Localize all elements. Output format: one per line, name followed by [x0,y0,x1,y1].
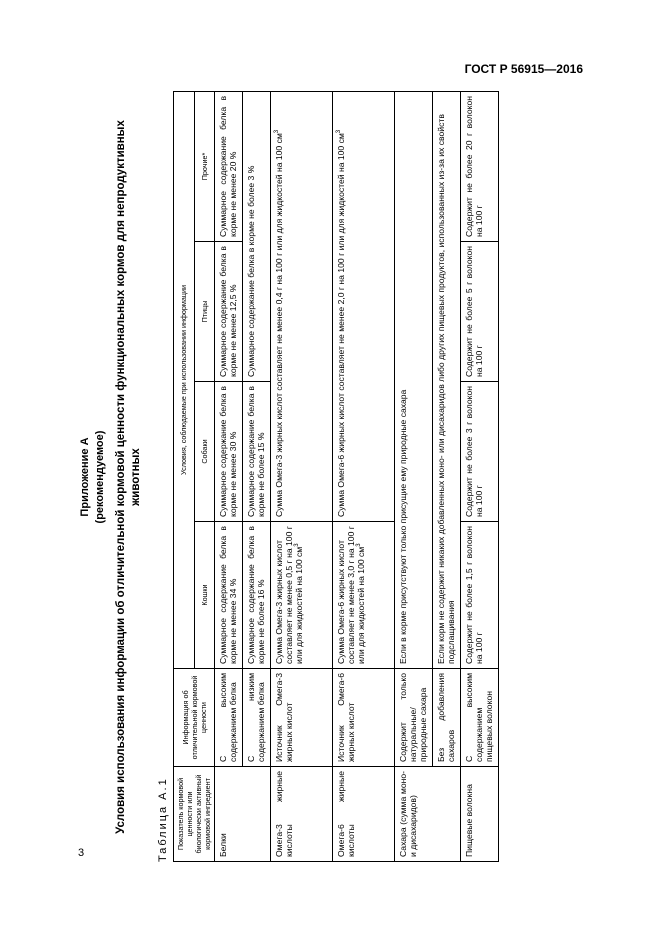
table-row [432,91,460,861]
cell-protein-high-cats: Суммарное содержание белка в корме не менее 34 % [215,522,243,669]
omega6-others-sup: 3 [335,129,342,134]
info-omega6: Источник Омега-6 жирных кислот [332,669,394,767]
cell-protein-low-cats: Суммарное содержание белка в корме не более 16 % [242,522,270,669]
appendix-title: Приложение А [79,437,91,517]
col-header-conditions: Условия, соблюдаемые при использовании информации [174,91,195,668]
indicator-omega6: Омега-6 жирные кислоты [332,767,394,862]
cell-omega6-cats [332,522,394,669]
cell-protein-low-birds-other: Суммарное содержание белка в корме не более 3 % [242,91,270,381]
cell-sugar-natural: Если в корме присутствуют только присущие ему природные сахара [394,91,432,668]
cell-omega3-others [270,91,332,521]
indicator-omega3: Омега-3 жирные кислоты [270,767,332,862]
cell-fiber-cats: Содержит не более 1,5 г волокон на 100 г [460,522,498,669]
cell-protein-high-other: Суммарное содержание белка в корме не менее 20 % [215,91,243,241]
table-row [270,91,332,861]
info-protein-low: С низким содержанием белка [242,669,270,767]
table-label: Таблица А.1 [157,777,169,862]
indicator-fiber: Пищевые волокна [460,767,498,862]
cell-fiber-dogs: Содержит не более 3 г волокон на 100 г [460,382,498,522]
table-row [242,91,270,861]
col-header-indicator: Показатель кормовой ценности или биологически активный кормовой ингредиент [174,767,215,862]
info-fiber: С высоким содержанием пищевых волокон [460,669,498,767]
appendix-heading [78,92,108,862]
table-row [460,91,498,861]
info-omega3: Источник Омега-3 жирных кислот [270,669,332,767]
table-row [215,91,243,861]
table-row [394,91,432,861]
indicator-protein: Белки [215,767,271,862]
omega3-cats-sup: 3 [294,543,301,547]
document-standard-number: ГОСТ Р 56915—2016 [464,62,583,76]
cell-fiber-other: Содержит не более 20 г волокон на 100 г [460,91,498,241]
info-sugar-no-added: Без добавления сахаров [432,669,460,767]
info-sugar-natural: Содержит только натуральные/природные сахара [394,669,432,767]
header-row [174,91,195,861]
omega6-others-text: Сумма Омега-6 жирных кислот составляет не менее 2,0 г на 100 г или для жидкостей на 100 см [335,133,346,517]
cell-protein-low-dogs: Суммарное содержание белка в корме не более 15 % [242,382,270,522]
col-header-info: Информация об отличительной кормовой ценности [174,669,215,767]
col-header-cats: Кошки [194,522,215,669]
page-number: 3 [78,847,85,859]
omega6-cats-sup: 3 [356,543,363,547]
col-header-dogs: Собаки [194,382,215,522]
cell-fiber-birds: Содержит не более 5 г волокон на 100 г [460,242,498,382]
cell-protein-high-dogs: Суммарное содержание белка в корме не менее 30 % [215,382,243,522]
table-caption: Условия использования информации об отличительной кормовой ценности функциональных кормов для непродуктивных животных [115,120,142,834]
cell-sugar-no-added: Если корм не содержит никаких добавленных моно- или дисахаридов либо других пищевых продуктов, использованных из-за их свойств подслащивания [432,91,460,668]
omega3-others-sup: 3 [273,129,280,134]
indicator-sugar: Сахара (сумма моно- и дисахаридов) [394,767,460,862]
col-header-birds: Птицы [194,242,215,382]
omega6-cats-text: Сумма Омега-6 жирных кислот составляет не менее 3,0 г на 100 г или для жидкостей на 100 см [335,526,367,664]
cell-omega3-cats [270,522,332,669]
info-protein-high: С высоким содержанием белка [215,669,243,767]
omega3-others-text: Сумма Омега-3 жирных кислот составляет не менее 0,4 г на 100 г или для жидкостей на 100 см [273,133,284,517]
cell-omega6-others [332,91,394,521]
col-header-other: Прочие* [194,91,215,241]
conditions-table [173,91,499,862]
appendix-status: (рекомендуемое) [94,430,106,524]
rotated-landscape-content [78,92,598,862]
omega3-cats-text: Сумма Омега-3 жирных кислот составляет не менее 0,5 г на 100 г или для жидкостей на 100 см [273,526,305,664]
table-row [332,91,394,861]
cell-protein-high-birds: Суммарное содержание белка в корме не менее 12,5 % [215,242,243,382]
